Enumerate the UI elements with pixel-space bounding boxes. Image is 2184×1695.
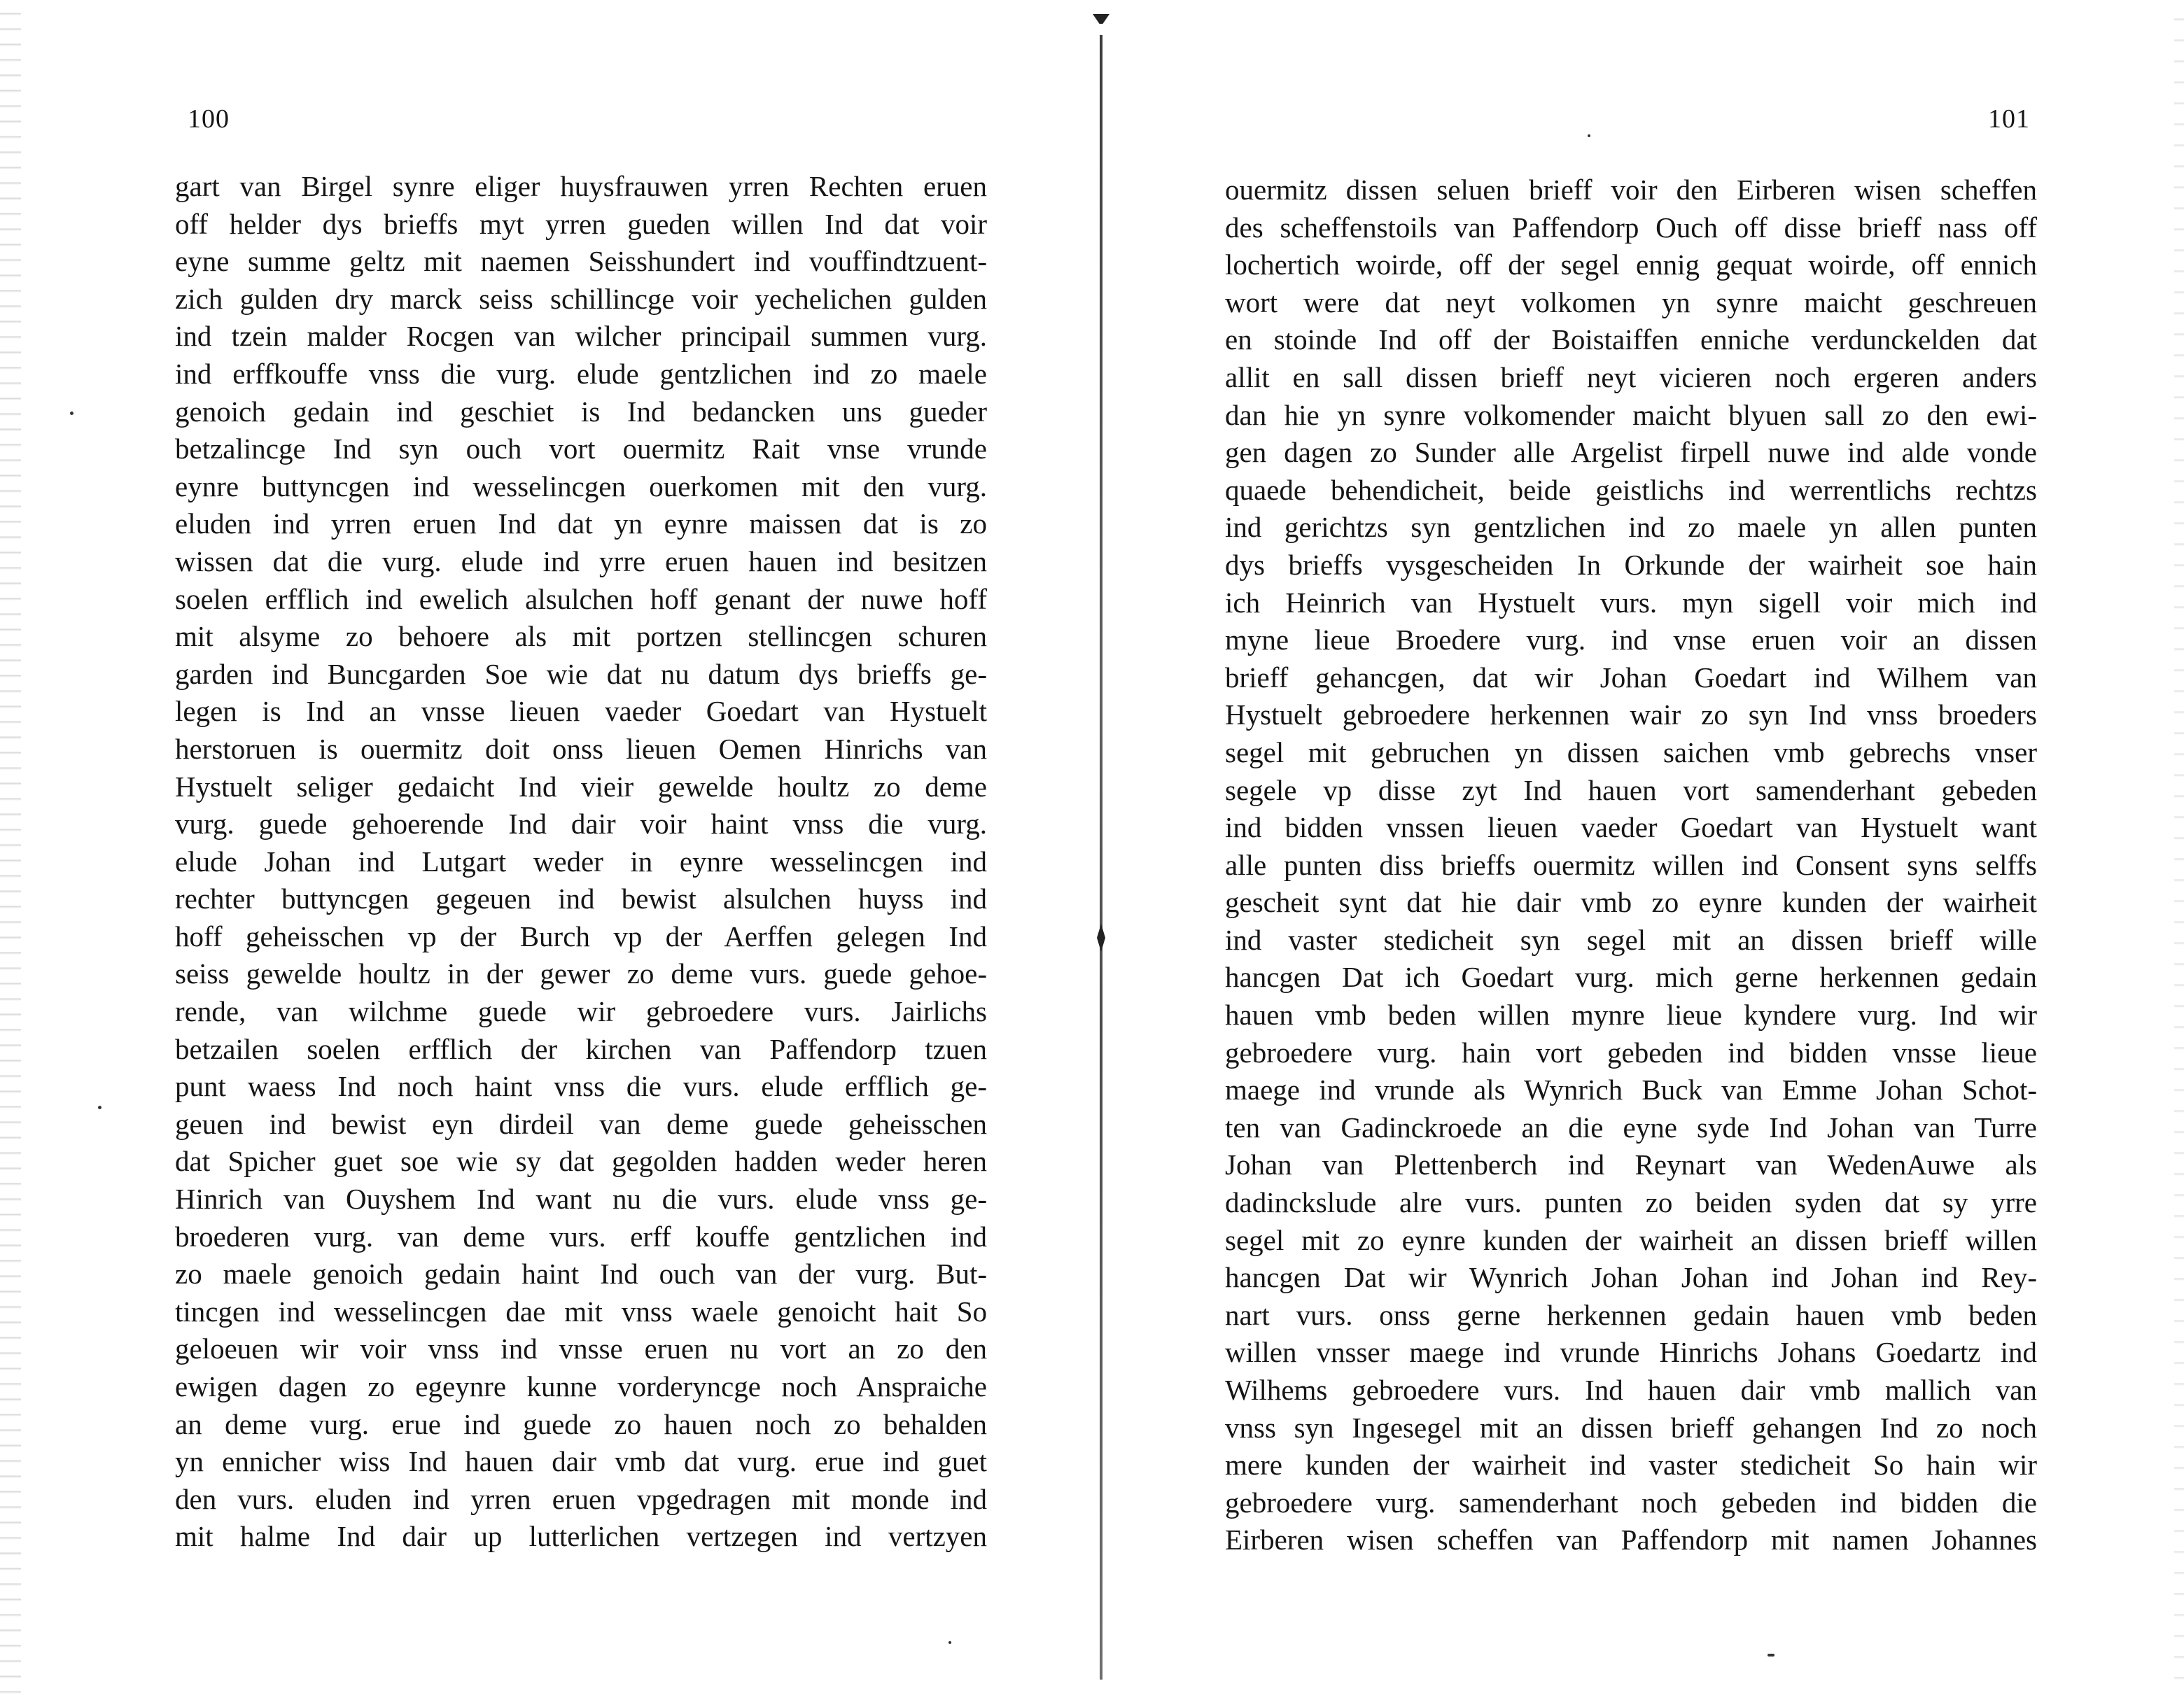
- text-line: des scheffenstoils van Paffendorp Ouch off disse brieff nass off: [1225, 211, 2037, 244]
- text-line: Hystuelt seliger gedaicht Ind vieir gewelde houltz zo deme: [175, 770, 987, 803]
- text-line: geloeuen wir voir vnss ind vnsse eruen nu vort an zo den: [175, 1332, 987, 1365]
- scan-speck: [70, 412, 74, 415]
- text-line: Wilhems gebroedere vurs. Ind hauen dair vmb mallich van: [1225, 1374, 2037, 1406]
- text-line: gart van Birgel synre eliger huysfrauwen yrren Rechten eruen: [175, 170, 987, 202]
- text-line: vnss syn Ingesegel mit an dissen brieff gehangen Ind zo noch: [1225, 1411, 2037, 1444]
- text-line: wissen dat die vurg. elude ind yrre eruen hauen ind besitzen: [175, 544, 987, 577]
- text-line: hancgen Dat wir Wynrich Johan Johan ind Johan ind Rey-: [1225, 1261, 2037, 1294]
- text-line: den vurs. eluden ind yrren eruen vpgedragen mit monde ind: [175, 1482, 987, 1515]
- text-line: dan hie yn synre volkomender maicht blyuen sall zo den ewi-: [1225, 398, 2037, 431]
- text-line: ind erffkouffe vnss die vurg. elude gentzlichen ind zo maele: [175, 357, 987, 390]
- left-page-text: [175, 168, 987, 1556]
- text-line: soelen erfflich ind ewelich alsulchen hoff genant der nuwe hoff: [175, 582, 987, 615]
- scan-speck: [98, 1106, 102, 1109]
- text-line: nart vurs. onss gerne herkennen gedain hauen vmb beden: [1225, 1298, 2037, 1331]
- text-line: ich Heinrich van Hystuelt vurs. myn sigell voir mich ind: [1225, 586, 2037, 619]
- text-line: Johan van Plettenberch ind Reynart van WedenAuwe als: [1225, 1148, 2037, 1181]
- right-page-text: [1225, 171, 2037, 1559]
- text-line: ouermitz dissen seluen brieff voir den Eirberen wisen scheffen: [1225, 174, 2037, 206]
- page-number-left: 100: [188, 104, 230, 134]
- text-line: segele vp disse zyt Ind hauen vort samenderhant gebeden: [1225, 773, 2037, 806]
- scan-speck: [1588, 134, 1590, 137]
- right-page: [1106, 0, 2184, 1695]
- text-line: quaede behendicheit, beide geistlichs ind werrentlichs rechtzs: [1225, 473, 2037, 506]
- text-line: myne lieue Broedere vurg. ind vnse eruen voir an dissen: [1225, 624, 2037, 656]
- text-line: ind gerichtzs syn gentzlichen ind zo maele yn allen punten: [1225, 511, 2037, 544]
- text-line: segel mit gebruchen yn dissen saichen vmb gebrechs vnser: [1225, 736, 2037, 768]
- text-line: tincgen ind wesselincgen dae mit vnss waele genoicht hait So: [175, 1295, 987, 1328]
- text-line: eynre buttyncgen ind wesselincgen ouerkomen mit den vurg.: [175, 470, 987, 502]
- scan-speck: [1768, 1654, 1774, 1657]
- text-line: Eirberen wisen scheffen van Paffendorp mit namen Johannes: [1225, 1524, 2037, 1556]
- text-line: eluden ind yrren eruen Ind dat yn eynre maissen dat is zo: [175, 507, 987, 540]
- text-line: zich gulden dry marck seiss schillincge voir yechelichen gulden: [175, 282, 987, 315]
- text-line: mit alsyme zo behoere als mit portzen stellincgen schuren: [175, 620, 987, 653]
- text-line: segel mit zo eynre kunden der wairheit an dissen brieff willen: [1225, 1223, 2037, 1256]
- text-line: an deme vurg. erue ind guede zo hauen noch zo behalden: [175, 1407, 987, 1440]
- text-line: gebroedere vurg. hain vort gebeden ind bidden vnsse lieue: [1225, 1036, 2037, 1069]
- text-line: dys brieffs vysgescheiden In Orkunde der wairheit soe hain: [1225, 548, 2037, 581]
- book-gutter: [1082, 14, 1110, 1694]
- text-line: en stoinde Ind off der Boistaiffen enniche verdunckelden dat: [1225, 323, 2037, 356]
- text-line: punt waess Ind noch haint vnss die vurs. elude erfflich ge-: [175, 1070, 987, 1103]
- text-line: ind vaster stedicheit syn segel mit an dissen brieff wille: [1225, 923, 2037, 956]
- text-line: wort were dat neyt volkomen yn synre maicht geschreuen: [1225, 286, 2037, 318]
- text-line: lochertich woirde, off der segel ennig gequat woirde, off ennich: [1225, 248, 2037, 281]
- text-line: ten van Gadinckroede an die eyne syde Ind Johan van Turre: [1225, 1111, 2037, 1144]
- text-line: ind bidden vnssen lieuen vaeder Goedart van Hystuelt want: [1225, 811, 2037, 844]
- text-line: rende, van wilchme guede wir gebroedere vurs. Jairlichs: [175, 995, 987, 1028]
- text-line: brieff gehancgen, dat wir Johan Goedart ind Wilhem van: [1225, 661, 2037, 694]
- text-line: vurg. guede gehoerende Ind dair voir haint vnss die vurg.: [175, 808, 987, 841]
- text-line: geuen ind bewist eyn dirdeil van deme guede geheisschen: [175, 1107, 987, 1140]
- text-line: elude Johan ind Lutgart weder in eynre wesselincgen ind: [175, 845, 987, 878]
- text-line: hauen vmb beden willen mynre lieue kyndere vurg. Ind wir: [1225, 999, 2037, 1032]
- text-line: rechter buttyncgen gegeuen ind bewist alsulchen huyss ind: [175, 882, 987, 915]
- text-line: willen vnsser maege ind vrunde Hinrichs Johans Goedartz ind: [1225, 1336, 2037, 1369]
- gutter-marker: [1097, 924, 1105, 952]
- text-line: broederen vurg. van deme vurs. erff kouffe gentzlichen ind: [175, 1220, 987, 1253]
- text-line: eyne summe geltz mit naemen Seisshundert ind vouffindtzuent-: [175, 245, 987, 278]
- text-line: zo maele genoich gedain haint Ind ouch van der vurg. But-: [175, 1258, 987, 1290]
- text-line: ewigen dagen zo egeynre kunne vorderyncge noch Anspraiche: [175, 1370, 987, 1402]
- text-line: maege ind vrunde als Wynrich Buck van Emme Johan Schot-: [1225, 1074, 2037, 1106]
- text-line: dat Spicher guet soe wie sy dat gegolden hadden weder heren: [175, 1145, 987, 1178]
- page-number-right: 101: [1988, 104, 2030, 134]
- text-line: mere kunden der wairheit ind vaster stedicheit So hain wir: [1225, 1449, 2037, 1482]
- text-line: Hystuelt gebroedere herkennen wair zo syn Ind vnss broeders: [1225, 698, 2037, 731]
- text-line: hoff geheisschen vp der Burch vp der Aerffen gelegen Ind: [175, 920, 987, 952]
- gutter-line: [1100, 35, 1102, 1680]
- text-line: garden ind Buncgarden Soe wie dat nu datum dys brieffs ge-: [175, 657, 987, 690]
- text-line: dadinckslude alre vurs. punten zo beiden syden dat sy yrre: [1225, 1186, 2037, 1219]
- text-line: yn ennicher wiss Ind hauen dair vmb dat vurg. erue ind guet: [175, 1445, 987, 1478]
- text-line: genoich gedain ind geschiet is Ind bedancken uns gueder: [175, 395, 987, 428]
- text-line: betzailen soelen erfflich der kirchen van Paffendorp tzuen: [175, 1032, 987, 1065]
- text-line: seiss gewelde houltz in der gewer zo deme vurs. guede gehoe-: [175, 957, 987, 990]
- text-line: legen is Ind an vnsse lieuen vaeder Goedart van Hystuelt: [175, 695, 987, 728]
- left-page: [0, 0, 1078, 1695]
- scan-speck: [948, 1641, 951, 1644]
- text-line: Hinrich van Ouyshem Ind want nu die vurs. elude vnss ge-: [175, 1183, 987, 1216]
- text-line: off helder dys brieffs myt yrren gueden willen Ind dat voir: [175, 207, 987, 240]
- text-line: gescheit synt dat hie dair vmb zo eynre kunden der wairheit: [1225, 886, 2037, 919]
- text-line: gen dagen zo Sunder alle Argelist firpell nuwe ind alde vonde: [1225, 436, 2037, 469]
- text-line: betzalincge Ind syn ouch vort ouermitz Rait vnse vrunde: [175, 432, 987, 465]
- text-line: ind tzein malder Rocgen van wilcher principail summen vurg.: [175, 320, 987, 353]
- text-line: hancgen Dat ich Goedart vurg. mich gerne herkennen gedain: [1225, 961, 2037, 994]
- text-line: herstoruen is ouermitz doit onss lieuen Oemen Hinrichs van: [175, 732, 987, 765]
- text-line: gebroedere vurg. samenderhant noch gebeden ind bidden die: [1225, 1486, 2037, 1519]
- text-line: mit halme Ind dair up lutterlichen vertzegen ind vertzyen: [175, 1520, 987, 1553]
- text-line: allit en sall dissen brieff neyt vicieren noch ergeren anders: [1225, 360, 2037, 393]
- text-line: alle punten diss brieffs ouermitz willen ind Consent syns selffs: [1225, 848, 2037, 881]
